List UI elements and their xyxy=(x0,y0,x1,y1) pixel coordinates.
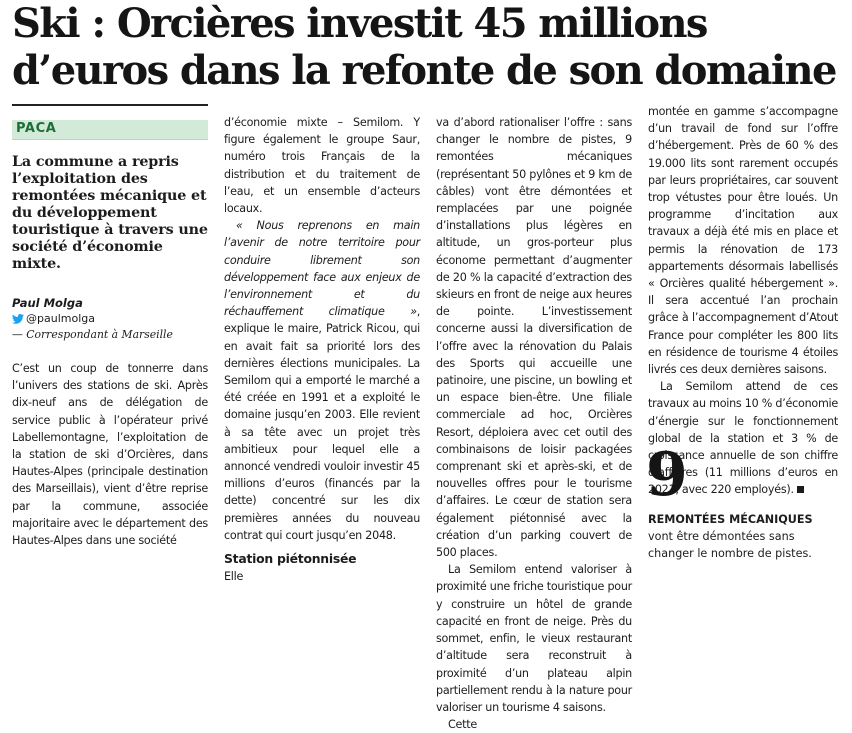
standfirst: La commune a repris l’exploitation des remontées mécanique et du développement touristique à travers une société d’économie mixte. xyxy=(12,154,208,272)
article-continuation: d’économie mixte – Semilom. Y figure également le groupe Saur, numéro trois Français de la distribution et du traitement de l’eau, et un ensemble d’acteurs locaux. xyxy=(224,116,420,216)
twitter-handle-row[interactable] xyxy=(12,311,210,327)
article-paragraph-3: Elle xyxy=(224,570,244,584)
article-quote: « Nous reprenons en main l’avenir de notre territoire pour conduire librement son développement face aux enjeux de l’environnement et du réchauffement climatique » xyxy=(224,219,420,319)
end-of-article-mark xyxy=(797,486,804,493)
headline: Ski : Orcières investit 45 millions d’euros dans la refonte de son domaine xyxy=(12,0,836,94)
byline xyxy=(12,295,210,343)
section-label: PACA xyxy=(16,121,57,136)
keyfact-number: 9 xyxy=(646,440,688,510)
article-column-2 xyxy=(224,114,420,585)
article-continuation: montée en gamme s’accompagne d’un travail de fond sur l’offre d’hébergement. Près de 60 % des 19.000 lits sont rarement occupés par leurs propriétaires, car souvent trop vétustes pour être loués. Un programme d’incitation aux travaux a déjà été mis en place et permis la rénovation de 173 appartements désormais labellisés « Orcières qualité hébergement ». Il sera accentué l’an prochain grâce à l’accompagnement d’Atout France pour compléter les 800 lits en résidence de tourisme 4 étoiles livrés ces deux dernières saisons. xyxy=(648,105,838,377)
article-paragraph-5: Cette xyxy=(448,718,477,732)
author-name: Paul Molga xyxy=(12,296,83,310)
article-quote-continuation: , explique le maire, Patrick Ricou, qui en avait fait sa priorité lors des dernières élections municipales. La Semilom qui a emporté le marché a été créée en 1991 et a exploité le domaine jusqu’en 2003. Elle revient à sa tête avec un projet très ambitieux pour lequel elle a annoncé vendredi vouloir investir 45 millions d’euros (financés par la dette) concentré sur les dix premières années du nouveau contrat qui court jusqu’en 2048. xyxy=(224,305,420,542)
author-role: — Correspondant à Marseille xyxy=(12,328,173,341)
section-tag xyxy=(12,120,208,140)
article-subhead: Station piétonnisée xyxy=(224,551,357,567)
twitter-handle[interactable]: @paulmolga xyxy=(26,312,95,325)
keyfact-title: REMONTÉES MÉCANIQUES xyxy=(648,513,813,526)
article-paragraph-1: C’est un coup de tonnerre dans l’univers des stations de ski. Après dix-neuf ans de délégation de service public à l’opérateur privé Labellemontagne, l’exploitation de la station de ski d’Orcières, dans Hautes-Alpes (principale destination des Marseillais), vient d’être reprise par la commune, associée majoritaire avec le département des Hautes-Alpes dans une société xyxy=(12,362,208,548)
article-column-3 xyxy=(436,114,632,733)
twitter-bird-icon xyxy=(12,314,24,324)
article-paragraph-6-text: La Semilom attend de ces travaux au moins 10 % d’économie d’énergie sur le fonctionnement global de la station et 3 % de croissance annuelle de son chiffre d’affaires (11 millions d’euros en 2021, avec 220 employés). xyxy=(648,380,838,497)
section-rule xyxy=(12,104,208,106)
article-continuation: va d’abord rationaliser l’offre : sans changer le nombre de pistes, 9 remontées mécaniques (représentant 50 pylônes et 9 km de câbles) vont être démontées et remplacées par une poignée d’installations plus légères en altitude, un gros-porteur plus économe permettant d’augmenter de 20 % la capacité d’extraction des skieurs en front de neige aux heures de pointe. L’investissement concerne aussi la diversification de l’offre avec la rénovation du Palais des Sports qui accueille une patinoire, une piscine, un bowling et un espace bien-être. Une filiale commerciale ad hoc, Orcières Resort, déploiera avec cet outil des combinaisons de loisir packagées comprenant ski et après-ski, et de nouvelles offres pour le tourisme d’affaires. Le cœur de station sera également piétonnisé avec la création d’un parking couvert de 500 places. xyxy=(436,116,632,560)
article-paragraph-2 xyxy=(224,217,420,544)
article-column-1 xyxy=(12,360,208,549)
article-paragraph-4: La Semilom entend valoriser à proximité une friche touristique pour y construire un hôtel de grande capacité en front de neige. Près du sommet, enfin, le vieux restaurant d’altitude sera reconstruit à proximité d’un plateau alpin partiellement rendu à la nature pour valoriser un tourisme 4 saisons. xyxy=(436,563,632,714)
keyfact-text: vont être démontées sans changer le nombre de pistes. xyxy=(648,530,812,560)
